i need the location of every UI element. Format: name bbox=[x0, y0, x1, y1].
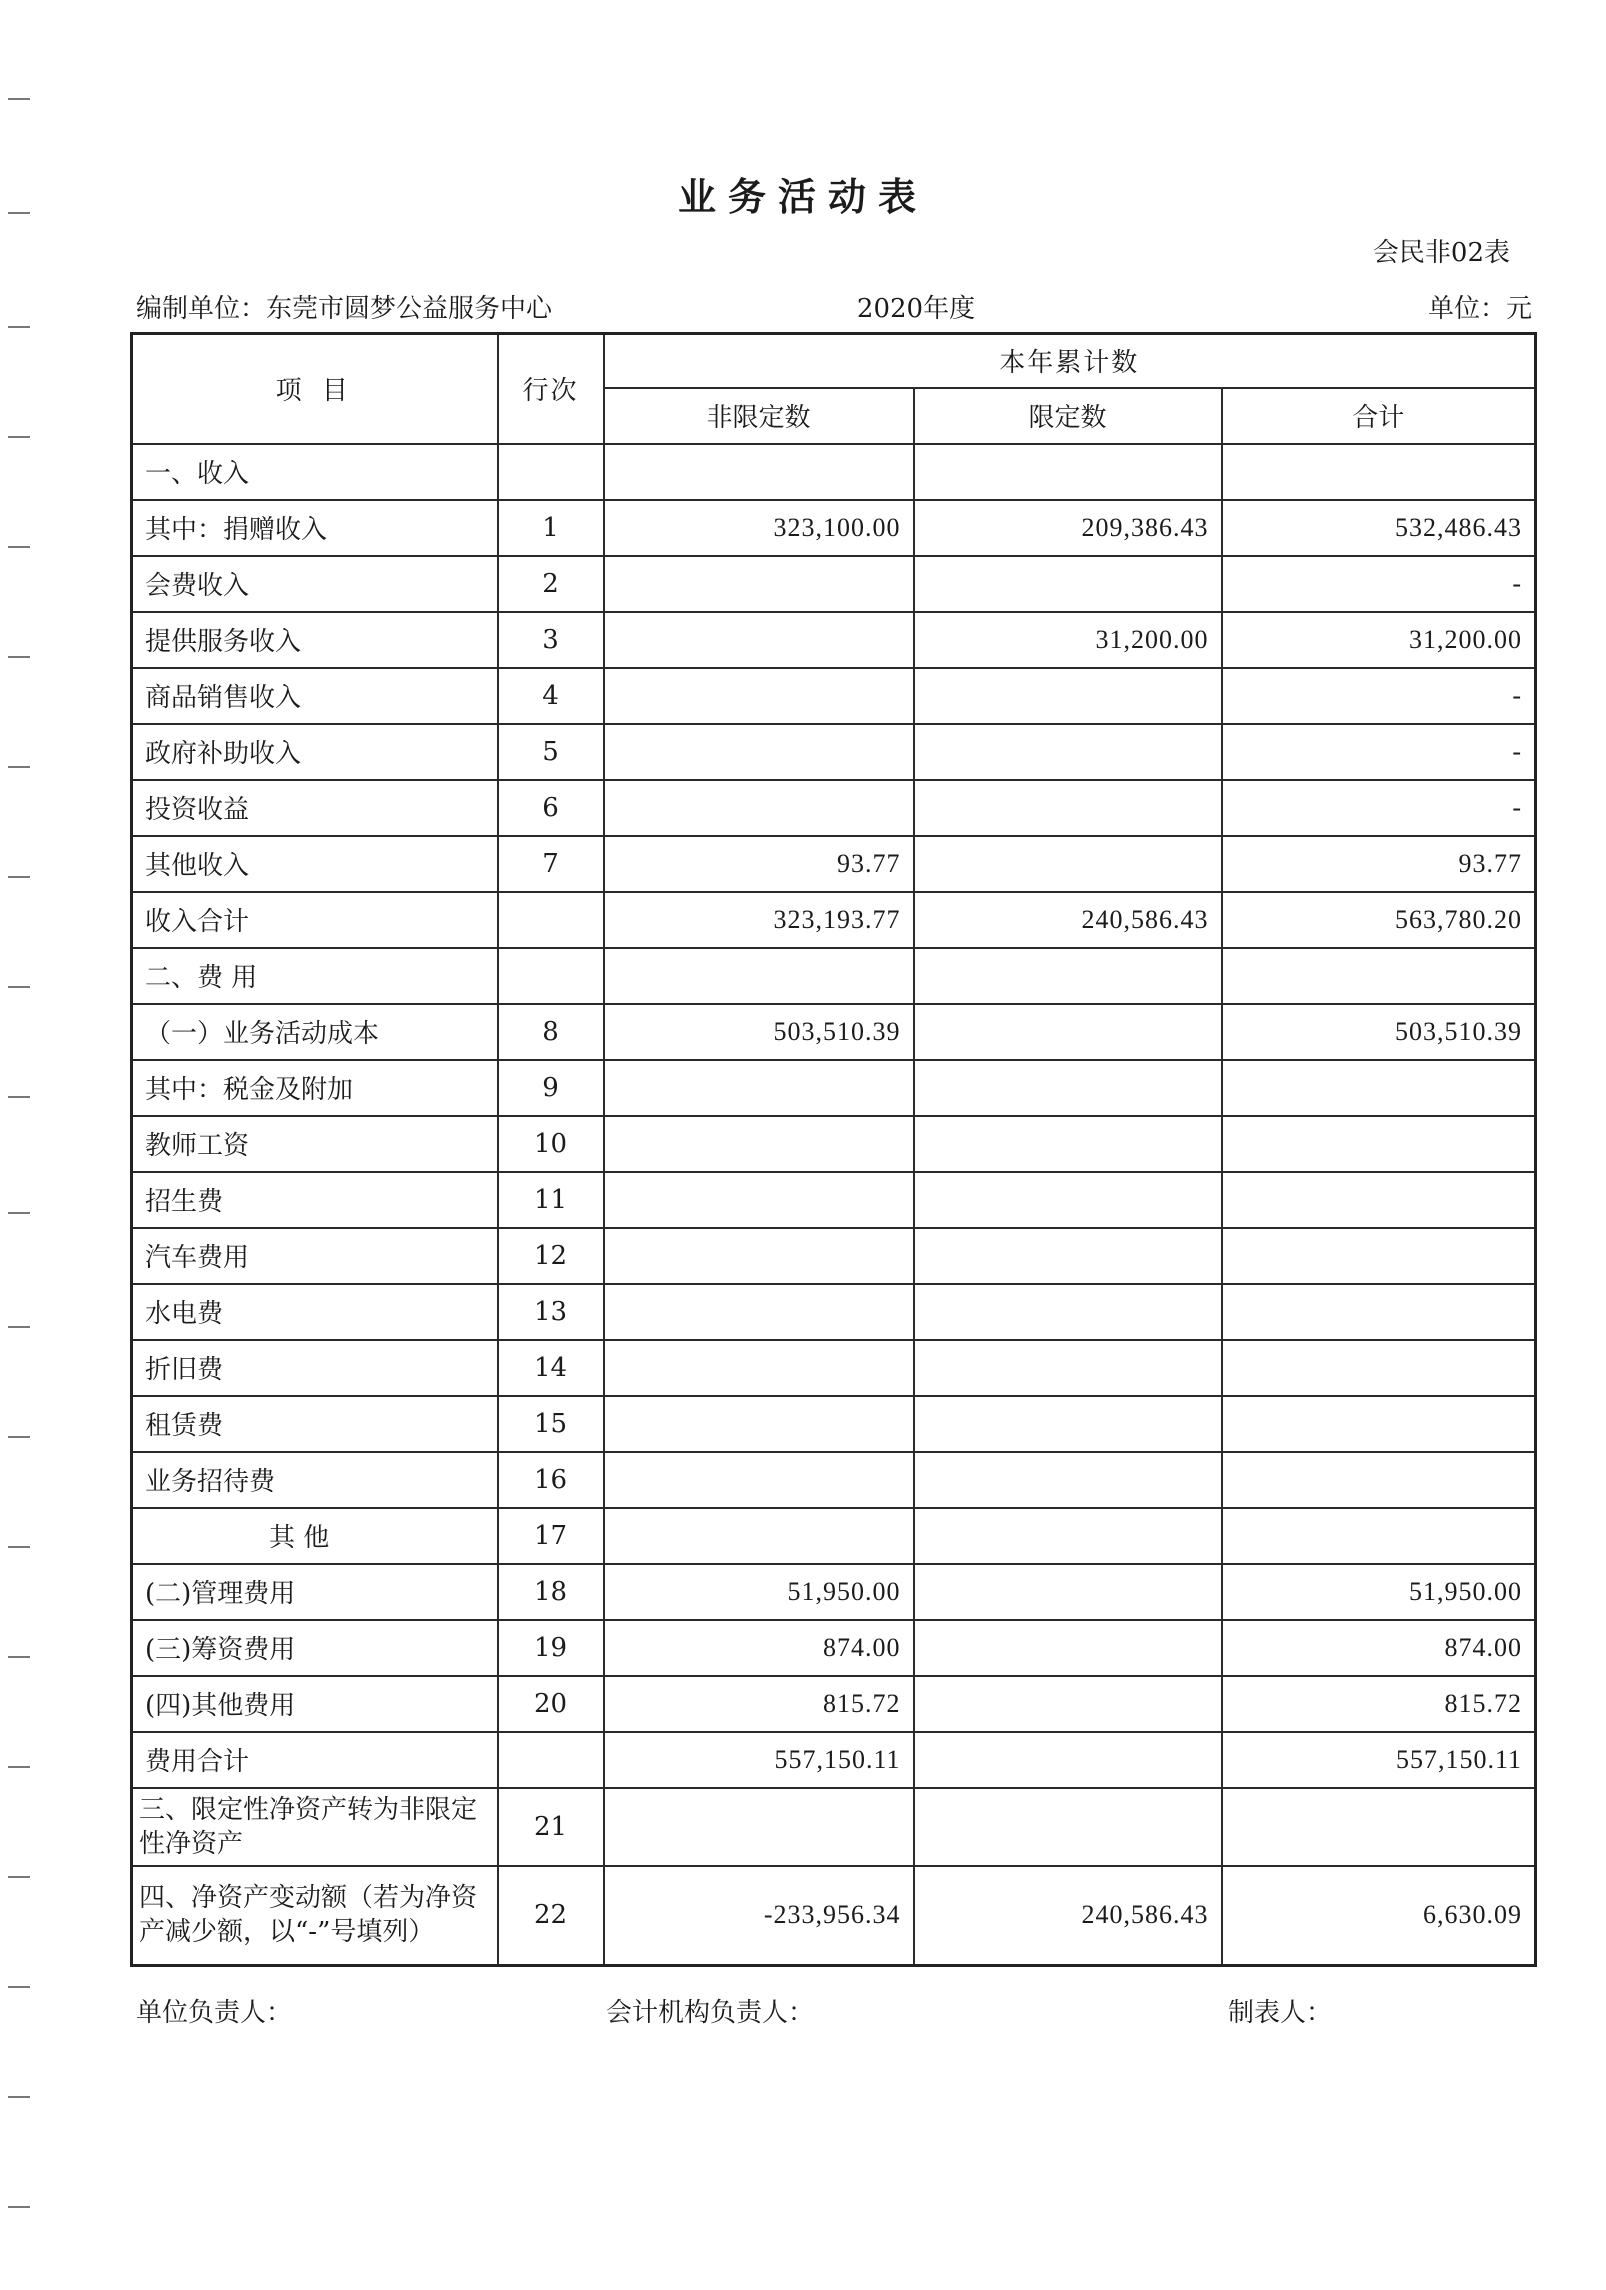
row-restricted bbox=[914, 1564, 1222, 1620]
row-line-no: 22 bbox=[498, 1866, 604, 1966]
row-restricted bbox=[914, 724, 1222, 780]
row-unrestricted: 93.77 bbox=[604, 836, 914, 892]
row-unrestricted: -233,956.34 bbox=[604, 1866, 914, 1966]
row-total: 93.77 bbox=[1222, 836, 1536, 892]
row-line-no: 2 bbox=[498, 556, 604, 612]
org-name: 编制单位：东莞市圆梦公益服务中心 bbox=[136, 294, 553, 324]
currency-unit: 单位：元 bbox=[1427, 294, 1532, 324]
row-item: 四、净资产变动额（若为净资产减少额，以“-”号填列） bbox=[132, 1866, 498, 1966]
row-item: 招生费 bbox=[132, 1172, 498, 1228]
header-unrestricted: 非限定数 bbox=[604, 388, 914, 444]
row-restricted: 240,586.43 bbox=[914, 892, 1222, 948]
row-total: 557,150.11 bbox=[1222, 1732, 1536, 1788]
row-unrestricted bbox=[604, 948, 914, 1004]
row-unrestricted bbox=[604, 1452, 914, 1508]
header-total: 合计 bbox=[1222, 388, 1536, 444]
accounting-head-label: 会计机构负责人： bbox=[606, 1998, 815, 2028]
signature-footer bbox=[136, 1992, 1532, 2028]
row-restricted bbox=[914, 1116, 1222, 1172]
table-row bbox=[132, 1508, 1536, 1564]
row-item: 一、收入 bbox=[132, 444, 498, 500]
row-line-no: 18 bbox=[498, 1564, 604, 1620]
row-unrestricted: 557,150.11 bbox=[604, 1732, 914, 1788]
row-line-no: 20 bbox=[498, 1676, 604, 1732]
row-total bbox=[1222, 1788, 1536, 1866]
row-unrestricted bbox=[604, 1284, 914, 1340]
row-unrestricted bbox=[604, 1396, 914, 1452]
row-total bbox=[1222, 444, 1536, 500]
row-total: 51,950.00 bbox=[1222, 1564, 1536, 1620]
row-unrestricted: 51,950.00 bbox=[604, 1564, 914, 1620]
row-item: 收入合计 bbox=[132, 892, 498, 948]
row-total bbox=[1222, 948, 1536, 1004]
row-restricted bbox=[914, 1508, 1222, 1564]
table-row bbox=[132, 1396, 1536, 1452]
row-total bbox=[1222, 1340, 1536, 1396]
row-restricted bbox=[914, 948, 1222, 1004]
table-row bbox=[132, 780, 1536, 836]
row-total bbox=[1222, 1396, 1536, 1452]
row-line-no: 12 bbox=[498, 1228, 604, 1284]
header-item: 项 目 bbox=[132, 334, 498, 444]
row-line-no: 8 bbox=[498, 1004, 604, 1060]
row-unrestricted bbox=[604, 556, 914, 612]
row-line-no: 5 bbox=[498, 724, 604, 780]
row-line-no: 19 bbox=[498, 1620, 604, 1676]
table-row bbox=[132, 612, 1536, 668]
row-restricted bbox=[914, 1228, 1222, 1284]
row-unrestricted bbox=[604, 1788, 914, 1866]
table-row bbox=[132, 444, 1536, 500]
row-restricted bbox=[914, 1172, 1222, 1228]
row-total bbox=[1222, 1284, 1536, 1340]
row-total: 815.72 bbox=[1222, 1676, 1536, 1732]
row-item: 二、费 用 bbox=[132, 948, 498, 1004]
row-total: 31,200.00 bbox=[1222, 612, 1536, 668]
row-line-no bbox=[498, 444, 604, 500]
row-unrestricted: 323,193.77 bbox=[604, 892, 914, 948]
row-item: 费用合计 bbox=[132, 1732, 498, 1788]
row-restricted bbox=[914, 1340, 1222, 1396]
row-line-no: 11 bbox=[498, 1172, 604, 1228]
row-unrestricted: 503,510.39 bbox=[604, 1004, 914, 1060]
row-total: - bbox=[1222, 724, 1536, 780]
row-item: （一）业务活动成本 bbox=[132, 1004, 498, 1060]
row-restricted bbox=[914, 836, 1222, 892]
row-total: 874.00 bbox=[1222, 1620, 1536, 1676]
row-restricted: 240,586.43 bbox=[914, 1866, 1222, 1966]
row-total: 563,780.20 bbox=[1222, 892, 1536, 948]
table-row bbox=[132, 1788, 1536, 1866]
row-total: 532,486.43 bbox=[1222, 500, 1536, 556]
row-restricted bbox=[914, 1732, 1222, 1788]
table-row bbox=[132, 1228, 1536, 1284]
report-year: 2020年度 bbox=[856, 294, 976, 324]
row-line-no: 1 bbox=[498, 500, 604, 556]
activity-statement-table bbox=[130, 332, 1537, 1967]
table-row bbox=[132, 1676, 1536, 1732]
row-unrestricted bbox=[604, 1228, 914, 1284]
row-item: (三)筹资费用 bbox=[132, 1620, 498, 1676]
row-item: 政府补助收入 bbox=[132, 724, 498, 780]
header-restricted: 限定数 bbox=[914, 388, 1222, 444]
row-unrestricted bbox=[604, 1508, 914, 1564]
row-item: 折旧费 bbox=[132, 1340, 498, 1396]
row-restricted bbox=[914, 1452, 1222, 1508]
row-total: 6,630.09 bbox=[1222, 1866, 1536, 1966]
row-line-no: 3 bbox=[498, 612, 604, 668]
row-restricted bbox=[914, 1788, 1222, 1866]
row-restricted bbox=[914, 1004, 1222, 1060]
row-unrestricted bbox=[604, 724, 914, 780]
row-item: 提供服务收入 bbox=[132, 612, 498, 668]
preparer-label: 制表人： bbox=[1228, 1998, 1333, 2028]
row-item: 会费收入 bbox=[132, 556, 498, 612]
row-line-no: 6 bbox=[498, 780, 604, 836]
row-total bbox=[1222, 1452, 1536, 1508]
row-line-no: 16 bbox=[498, 1452, 604, 1508]
row-line-no: 13 bbox=[498, 1284, 604, 1340]
table-row bbox=[132, 1060, 1536, 1116]
table-row bbox=[132, 1866, 1536, 1966]
table-row bbox=[132, 724, 1536, 780]
row-unrestricted bbox=[604, 780, 914, 836]
table-row bbox=[132, 556, 1536, 612]
row-line-no: 17 bbox=[498, 1508, 604, 1564]
form-code: 会民非02表 bbox=[1372, 238, 1510, 268]
row-item: 商品销售收入 bbox=[132, 668, 498, 724]
row-total: - bbox=[1222, 780, 1536, 836]
row-restricted bbox=[914, 1676, 1222, 1732]
row-unrestricted bbox=[604, 444, 914, 500]
binding-edge-marks bbox=[8, 0, 30, 2290]
row-restricted bbox=[914, 1620, 1222, 1676]
row-item: 其 他 bbox=[132, 1508, 498, 1564]
row-restricted bbox=[914, 780, 1222, 836]
table-row bbox=[132, 1284, 1536, 1340]
row-item: 教师工资 bbox=[132, 1116, 498, 1172]
row-restricted bbox=[914, 556, 1222, 612]
row-restricted: 209,386.43 bbox=[914, 500, 1222, 556]
row-unrestricted: 323,100.00 bbox=[604, 500, 914, 556]
row-item: 汽车费用 bbox=[132, 1228, 498, 1284]
table-row bbox=[132, 1172, 1536, 1228]
table-row bbox=[132, 1340, 1536, 1396]
row-unrestricted: 815.72 bbox=[604, 1676, 914, 1732]
table-row bbox=[132, 1620, 1536, 1676]
row-restricted bbox=[914, 1396, 1222, 1452]
row-item: (二)管理费用 bbox=[132, 1564, 498, 1620]
row-line-no: 9 bbox=[498, 1060, 604, 1116]
row-line-no: 14 bbox=[498, 1340, 604, 1396]
row-restricted: 31,200.00 bbox=[914, 612, 1222, 668]
row-line-no: 4 bbox=[498, 668, 604, 724]
table-row bbox=[132, 668, 1536, 724]
table-row bbox=[132, 1004, 1536, 1060]
row-unrestricted bbox=[604, 1172, 914, 1228]
table-row bbox=[132, 1116, 1536, 1172]
row-restricted bbox=[914, 1060, 1222, 1116]
row-item: 租赁费 bbox=[132, 1396, 498, 1452]
report-meta bbox=[136, 288, 1532, 322]
row-line-no: 21 bbox=[498, 1788, 604, 1866]
row-item: 三、限定性净资产转为非限定性净资产 bbox=[132, 1788, 498, 1866]
row-unrestricted bbox=[604, 612, 914, 668]
table-row bbox=[132, 500, 1536, 556]
table-row bbox=[132, 1452, 1536, 1508]
row-item: 投资收益 bbox=[132, 780, 498, 836]
table-row bbox=[132, 836, 1536, 892]
row-line-no bbox=[498, 892, 604, 948]
table-row-subtotal bbox=[132, 892, 1536, 948]
row-item: 其他收入 bbox=[132, 836, 498, 892]
row-line-no bbox=[498, 1732, 604, 1788]
row-total bbox=[1222, 1228, 1536, 1284]
row-line-no: 7 bbox=[498, 836, 604, 892]
row-total bbox=[1222, 1116, 1536, 1172]
row-line-no: 15 bbox=[498, 1396, 604, 1452]
row-line-no bbox=[498, 948, 604, 1004]
table-row bbox=[132, 948, 1536, 1004]
row-item: 其中：税金及附加 bbox=[132, 1060, 498, 1116]
header-line-no: 行次 bbox=[498, 334, 604, 444]
row-unrestricted bbox=[604, 1116, 914, 1172]
row-item: 业务招待费 bbox=[132, 1452, 498, 1508]
row-line-no: 10 bbox=[498, 1116, 604, 1172]
row-item: (四)其他费用 bbox=[132, 1676, 498, 1732]
row-total: 503,510.39 bbox=[1222, 1004, 1536, 1060]
row-total bbox=[1222, 1508, 1536, 1564]
table-row-subtotal bbox=[132, 1732, 1536, 1788]
row-restricted bbox=[914, 1284, 1222, 1340]
unit-head-label: 单位负责人： bbox=[136, 1998, 293, 2028]
table-row bbox=[132, 1564, 1536, 1620]
row-total: - bbox=[1222, 668, 1536, 724]
row-item: 其中：捐赠收入 bbox=[132, 500, 498, 556]
row-unrestricted bbox=[604, 1340, 914, 1396]
row-item: 水电费 bbox=[132, 1284, 498, 1340]
row-total: - bbox=[1222, 556, 1536, 612]
row-unrestricted bbox=[604, 1060, 914, 1116]
row-total bbox=[1222, 1172, 1536, 1228]
row-restricted bbox=[914, 444, 1222, 500]
header-year-to-date: 本年累计数 bbox=[604, 334, 1536, 388]
row-restricted bbox=[914, 668, 1222, 724]
row-total bbox=[1222, 1060, 1536, 1116]
page-title: 业务活动表 bbox=[677, 174, 928, 219]
row-unrestricted: 874.00 bbox=[604, 1620, 914, 1676]
row-unrestricted bbox=[604, 668, 914, 724]
